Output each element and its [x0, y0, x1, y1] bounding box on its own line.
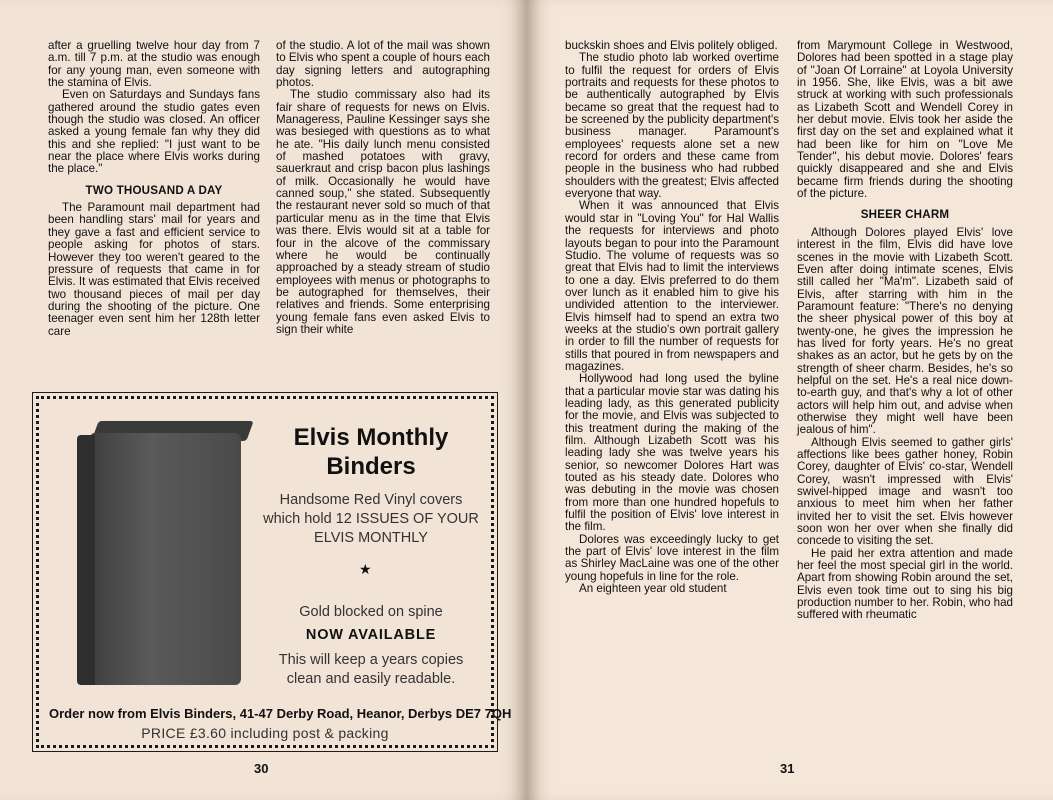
binder-illustration — [77, 421, 245, 689]
right-column-2 — [797, 40, 1013, 622]
paragraph: The studio commissary also had its fair share of requests for news on Elvis. Manageress, Pauline Kessinger says she was besieged with questions as to what he ate. "His daily lunch menu consisted of mashed potatoes with gravy, sauerkraut and crisp bacon plus lashings of milk. Occasionally he would have canned soup," she stated. Subsequently the restaurant never sold so much of that particular menu as in the time that Elvis was there. Elvis would sit at a table for four in the alcove of the commissary where he would be continually approached by a steady stream of studio employees with menus or photographs to be autographed for themselves, their relatives and friends. Some enterprising young female fans even asked Elvis to sign their white — [276, 88, 490, 336]
right-column-1 — [565, 40, 779, 595]
page-number: 31 — [780, 761, 795, 776]
paragraph: He paid her extra attention and made her feel the most special girl in the world. Apart from showing Robin around the set, Elvis even took time out to sing his big production number to her. Robin, who had suffered with rheumatic — [797, 546, 1013, 622]
section-heading: TWO THOUSAND A DAY — [85, 183, 223, 197]
section-heading: SHEER CHARM — [860, 208, 950, 222]
binders-advertisement — [36, 396, 512, 748]
paragraph: buckskin shoes and Elvis politely obliged. — [565, 39, 778, 52]
ad-order-address: Order now from Elvis Binders, 41-47 Derby Road, Heanor, Derbys DE7 7QH — [49, 706, 512, 721]
ad-benefit-text: This will keep a years copies clean and easily readable. — [278, 652, 464, 687]
paragraph: The Paramount mail department had been handling stars' mail for years and they gave a fast and efficient service to people asking for photos of stars. However they too weren't geared to the pressure of requests that came in for Elvis. It was estimated that Elvis received two thousand pieces of mail per day during the shooting of the picture. One teenager even sent him her 128th letter care — [48, 201, 260, 338]
paragraph: from Marymount College in Westwood, Dolores had been spotted in a stage play of "Joan Of Lorraine" at Loyola University in 1956. She, like Elvis, was a bit awe struck at working with such professionals as Lizabeth Scott and Wendell Corey in her debut movie. Elvis took her aside the first day on the set and explained what it had been like for him on "Love Me Tender", his debut movie. Dolores' fears quickly disappeared and she and Elvis became firm friends during the shooting of the picture. — [797, 39, 1013, 201]
paragraph: Although Dolores played Elvis' love interest in the film, Elvis did have love scenes in the movie with Lizabeth Scott. Even after doing intimate scenes, Elvis still called her "Ma'm". Lizabeth said of Elvis, after starring with him in the Paramount feature: "There's no denying the sheer physical power of this boy at twenty-one, he gives the impression he has lived for forty years. He's no great shakes as an actor, but he gets by on the strength of sheer charm. Besides, he's so helpful on the set. He's a real nice down-to-earth guy, and that's why a lot of other actors will help him out, and advise when otherwise they might well have been jealous of him". — [797, 225, 1013, 437]
ad-title-line: Binders — [326, 453, 416, 480]
paragraph: Although Elvis seemed to gather girls' affections like bees gather honey, Robin Corey, daughter of Elvis' co-star, Wendell Corey, wasn't impressed with Elvis' swivel-hipped image and wasn't too anxious to meet him when her father invited her to visit the set. Elvis however soon won her over when she finally did concede to visiting the set. — [797, 435, 1013, 548]
paragraph: When it was announced that Elvis would star in "Loving You" for Hal Wallis the requests for interviews and photo layouts began to pour into the Paramount Studio. The volume of requests was so great that Elvis had to limit the interviews to one a day. Elvis preferred to do them over lunch as it enabled him to give his undivided attention to the interviewer. Elvis himself had to spend an extra two weeks at the studio's own portrait gallery in order to fill the number of requests for stills that poured in from newspapers and magazines. — [565, 199, 779, 373]
page-number: 30 — [254, 761, 269, 776]
ad-title — [271, 423, 471, 481]
paragraph: Even on Saturdays and Sundays fans gathered around the studio gates even though the studio was closed. An officer asked a young female fan why they did this and she replied: "I just want to be near the place where Elvis works during the place." — [48, 88, 260, 176]
paragraph: Hollywood had long used the byline that a particular movie star was dating his leading lady, as this generated publicity for the movie, and Elvis was subjected to this treatment during the making of the film. Although Lizabeth Scott was his leading lady she was twelve years his senior, so newcomer Dolores Hart was touted as his steady date. Dolores who was debuting in the movie was chosen from more than one hundred hopefuls to fulfil the position of Elvis' love interest in the film. — [565, 372, 779, 534]
right-page — [527, 0, 1053, 800]
ad-availability: NOW AVAILABLE — [305, 627, 437, 643]
left-column-1 — [48, 40, 260, 338]
paragraph: Dolores was exceedingly lucky to get the part of Elvis' love interest in the film as Shirley MacLaine was one of the other young hopefuls in line for the role. — [565, 532, 779, 583]
paragraph: of the studio. A lot of the mail was shown to Elvis who spent a couple of hours each day signing letters and autographing photos. — [276, 39, 490, 90]
ad-price: PRICE £3.60 including post & packing — [141, 725, 389, 741]
ad-title-line: Elvis Monthly — [293, 424, 449, 451]
paragraph: An eighteen year old student — [579, 582, 727, 596]
paragraph: after a gruelling twelve hour day from 7 a.m. till 7 p.m. at the studio was enough for any young man, even someone with the stamina of Elvis. — [48, 39, 260, 90]
left-column-2 — [276, 40, 490, 336]
ad-gold-text: Gold blocked on spine — [299, 604, 443, 620]
ad-description: Handsome Red Vinyl covers which hold 12 ISSUES OF YOUR ELVIS MONTHLY — [263, 492, 479, 546]
star-icon: ★ — [359, 561, 372, 577]
paragraph: The studio photo lab worked overtime to fulfil the request for orders of Elvis portraits and requests for these photos to be authentically autographed by Elvis became so great that the request had to be screened by the publicity department's business manager. Paramount's employees' requests alone set a new record for orders and these came from people in the business who had rubbed shoulders with the greatest; Elvis affected everyone that way. — [565, 51, 779, 201]
